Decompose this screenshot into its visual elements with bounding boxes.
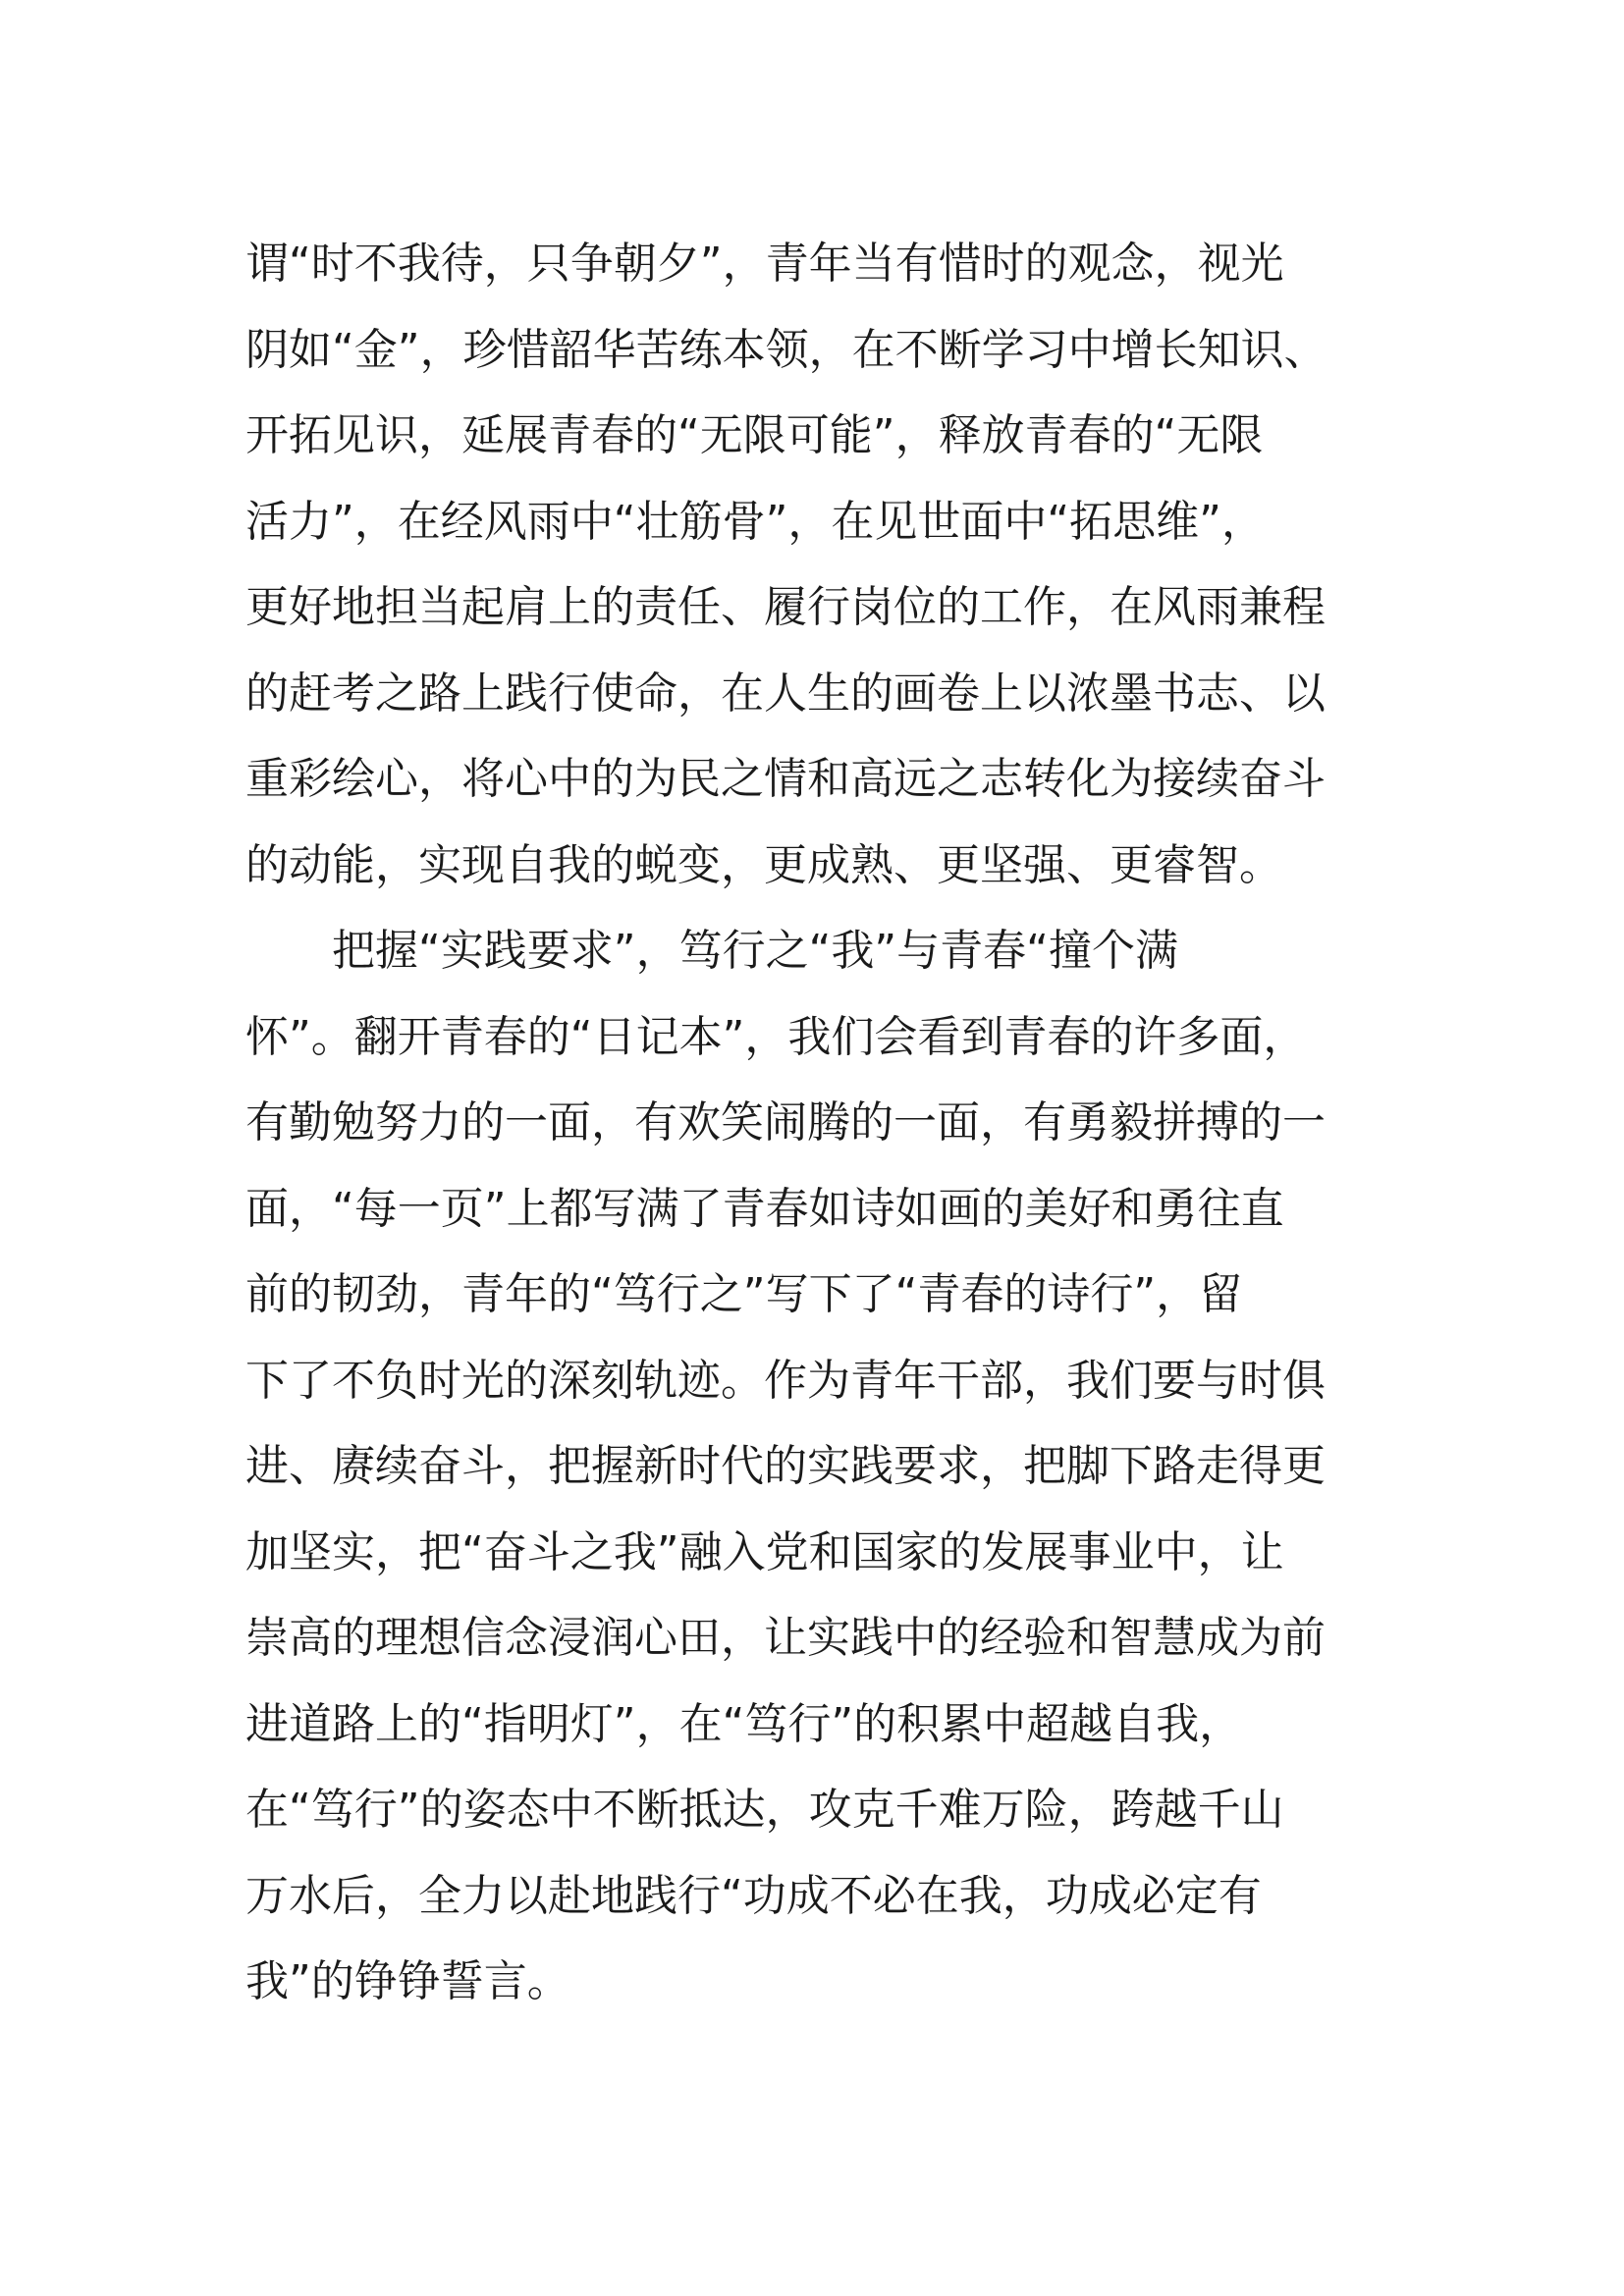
paragraph-line: 开拓见识，延展青春的“无限可能”，释放青春的“无限 <box>245 410 1264 460</box>
paragraph-line: 进、赓续奋斗，把握新时代的实践要求，把脚下路走得更 <box>245 1441 1326 1491</box>
paragraph-line: 面，“每一页”上都写满了青春如诗如画的美好和勇往直 <box>245 1183 1284 1234</box>
paragraph-line: 有勤勉努力的一面，有欢笑闹腾的一面，有勇毅拼搏的一 <box>245 1097 1326 1148</box>
paragraph-2 <box>245 908 1404 2025</box>
paragraph-line: 更好地担当起肩上的责任、履行岗位的工作，在风雨兼程 <box>245 582 1326 632</box>
paragraph-line: 前的韧劲，青年的“笃行之”写下了“青春的诗行”，留 <box>245 1269 1243 1319</box>
paragraph-line: 怀”。翻开青春的“日记本”，我们会看到青春的许多面， <box>245 1011 1307 1062</box>
paragraph-line: 活力”，在经风雨中“壮筋骨”，在见世面中“拓思维”， <box>245 496 1265 547</box>
paragraph-1 <box>245 221 1404 908</box>
document-body <box>245 221 1404 2025</box>
paragraph-line: 我”的铮铮誓言。 <box>245 1956 570 2006</box>
paragraph-line: 加坚实，把“奋斗之我”融入党和国家的发展事业中，让 <box>245 1526 1284 1577</box>
paragraph-line: 把握“实践要求”，笃行之“我”与青春“撞个满 <box>332 926 1178 976</box>
paragraph-line: 进道路上的“指明灯”，在“笃行”的积累中超越自我， <box>245 1698 1243 1749</box>
paragraph-line: 重彩绘心，将心中的为民之情和高远之志转化为接续奋斗 <box>245 754 1326 804</box>
paragraph-line: 谓“时不我待，只争朝夕”，青年当有惜时的观念，视光 <box>245 239 1284 289</box>
paragraph-line: 阴如“金”，珍惜韶华苦练本领，在不断学习中增长知识、 <box>245 324 1327 375</box>
paragraph-line: 崇高的理想信念浸润心田，让实践中的经验和智慧成为前 <box>245 1613 1326 1663</box>
paragraph-line: 下了不负时光的深刻轨迹。作为青年干部，我们要与时俱 <box>245 1355 1326 1406</box>
paragraph-line: 万水后，全力以赴地践行“功成不必在我，功成必定有 <box>245 1870 1262 1921</box>
paragraph-line: 在“笃行”的姿态中不断抵达，攻克千难万险，跨越千山 <box>245 1785 1284 1835</box>
paragraph-line: 的动能，实现自我的蜕变，更成熟、更坚强、更睿智。 <box>245 839 1282 890</box>
paragraph-line: 的赶考之路上践行使命，在人生的画卷上以浓墨书志、以 <box>245 667 1326 719</box>
